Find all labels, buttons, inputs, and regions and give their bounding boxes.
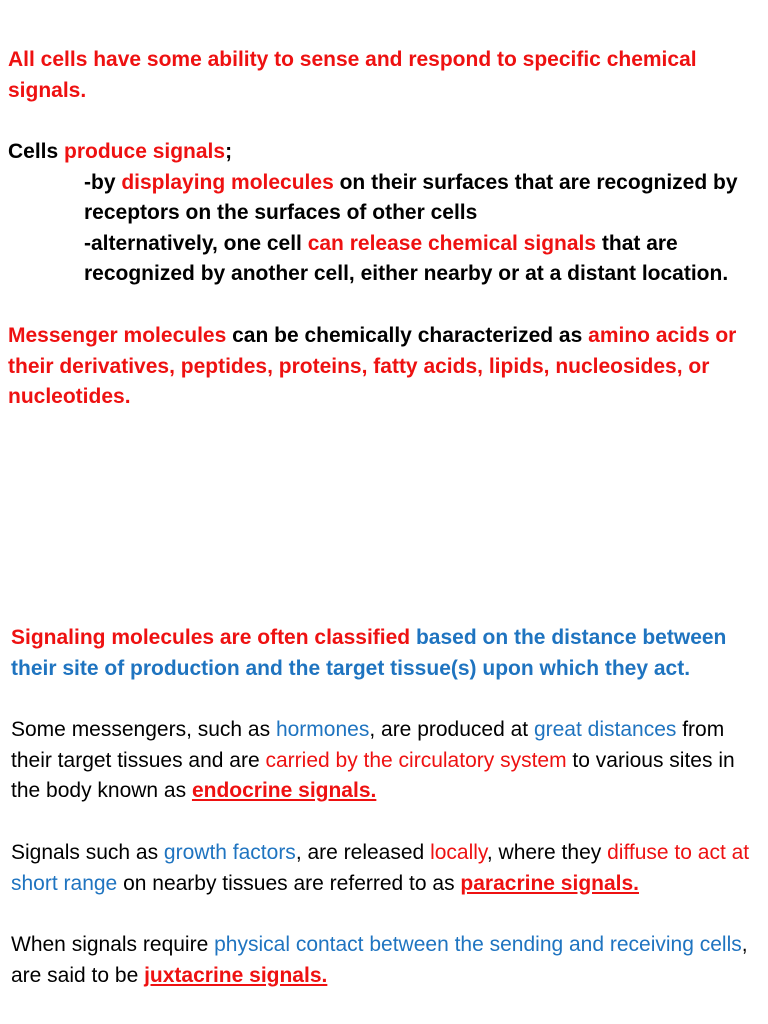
highlight-span: amino acids or their derivatives, peptides, proteins, fatty acids, lipids, nucleosides, or nucleotides. <box>8 324 737 408</box>
juxtacrine-paragraph <box>11 930 764 991</box>
juxtacrine-term: juxtacrine signals. <box>144 963 328 987</box>
release-signals-point <box>8 229 764 290</box>
signal-production-heading <box>8 137 764 168</box>
text-span: , are released <box>295 841 431 864</box>
highlight-span: Messenger molecules <box>8 324 227 347</box>
classification-statement <box>11 623 764 684</box>
blue-span: physical contact between the sending and receiving cells <box>214 933 742 956</box>
highlight-span: produce signals <box>64 140 226 163</box>
text-span: , are produced at <box>369 718 534 741</box>
text-span: , where they <box>486 841 608 864</box>
text-span: can be chemically characterized as <box>226 324 589 347</box>
messenger-molecules-paragraph <box>8 321 764 413</box>
text-span: to various sites in the body known as <box>11 748 735 802</box>
intro-text: All cells have some ability to sense and respond to specific chemical signals. <box>8 48 697 102</box>
text-span: , are said to be <box>11 933 748 987</box>
highlight-span: diffuse to act at <box>607 841 750 864</box>
highlight-span: locally <box>430 841 487 864</box>
text-span: on nearby tissues are referred to as <box>117 871 461 895</box>
text-span: Signals such as <box>11 841 164 864</box>
blue-span: great distances <box>533 718 677 741</box>
text-span: -by <box>84 170 122 194</box>
endocrine-term: endocrine signals. <box>191 779 377 802</box>
blue-span: hormones <box>275 718 370 741</box>
endocrine-paragraph <box>11 715 764 807</box>
blue-span: based on the distance between their site of production and the target tissue(s) upon which they act. <box>11 626 727 680</box>
signal-production-paragraph <box>8 137 764 290</box>
highlight-span: can release chemical signals <box>307 231 597 255</box>
text-span: Cells <box>8 140 65 163</box>
text-span: -alternatively, one cell <box>84 231 308 255</box>
highlight-span: Signaling molecules are often classified <box>11 626 416 649</box>
display-molecules-point <box>8 168 764 229</box>
text-span: on their surfaces that are recognized by receptors on the surfaces of other cells <box>84 170 738 224</box>
text-span: When signals require <box>11 933 215 956</box>
text-span: ; <box>225 140 233 163</box>
blue-span: growth factors <box>163 841 296 864</box>
text-span: Some messengers, such as <box>11 718 276 741</box>
intro-statement <box>8 45 764 106</box>
highlight-span: carried by the circulatory system <box>265 748 567 772</box>
blue-span: short range <box>11 871 118 895</box>
highlight-span: displaying molecules <box>121 170 334 194</box>
paracrine-paragraph <box>11 838 764 899</box>
text-span: from their target tissues and are <box>11 718 725 772</box>
paracrine-term: paracrine signals. <box>460 871 640 895</box>
text-span: that are recognized by another cell, either nearby or at a distant location. <box>84 231 729 285</box>
